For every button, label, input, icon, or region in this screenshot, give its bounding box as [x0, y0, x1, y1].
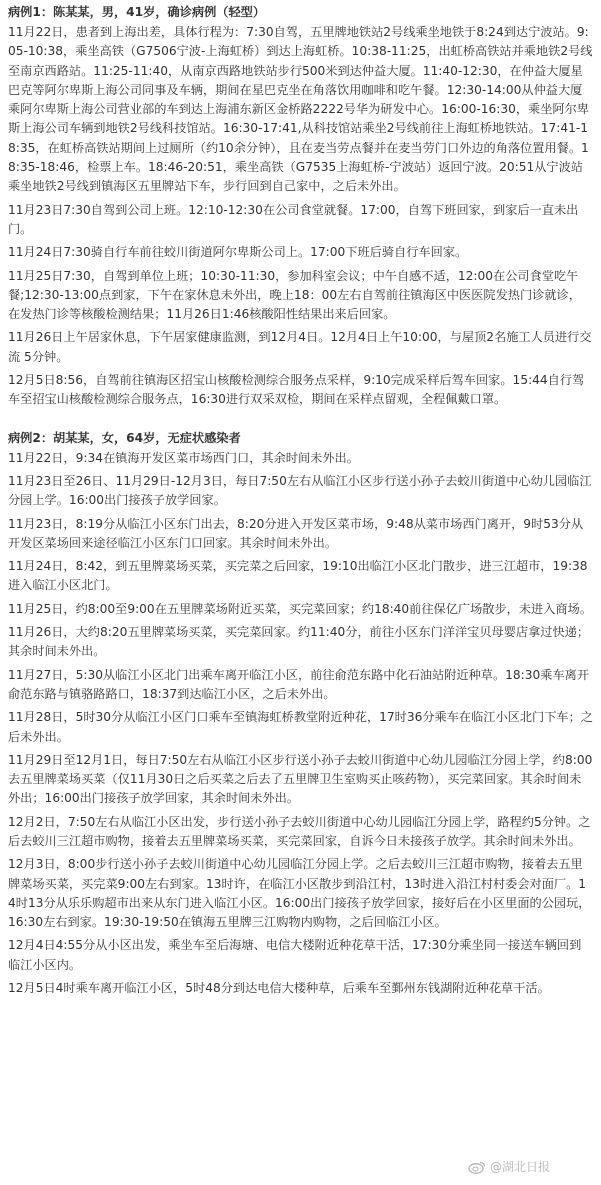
case1-para-3: 11月24日7:30骑自行车前往蛟川街道阿尔卑斯公司上。17:00下班后骑自行车回家。: [8, 245, 468, 260]
case1-section: [8, 2, 593, 410]
case2-para-6: 11月26日，大约8:20五里牌菜场买菜，买完菜回家。约11:40分，前往小区东门洋洋宝贝母婴店拿过快递；其余时间未外出。: [8, 625, 590, 659]
case2-para-12: 12月4日4:55分从小区出发，乘坐车至后海塘、电信大楼附近种花草干活，17:30分乘坐同一接送车辆回到临江小区内。: [8, 938, 582, 972]
case2-para-13: 12月5日4时乘车离开临江小区，5时48分到达电信大楼种草，后乘车至鄞州东钱湖附近种花草干活。: [8, 981, 550, 996]
case2-para-5: 11月25日，约8:00至9:00在五里牌菜场附近买菜，买完菜回家；约18:40前往保亿广场散步，未进入商场。: [8, 601, 592, 616]
case1-para-1: 11月22日，患者到上海出差，具体行程为：7:30自驾，五里牌地铁站2号线乘坐地铁于8:24到达宁波站。9:05-10:38，乘坐高铁（G7506宁波-上海虹桥）到达上海虹桥。10:38-11:25，出虹桥高铁站并乘地铁2号线至南京西路站。11:25-11:40，从南京西路地铁站步行500米到达仲益大厦。11:40-12:30，在仲益大厦星巴克等阿尔卑斯上海公司同事及车辆，期间在星巴克坐在角落饮用咖啡和吃午餐。12:30-14:00从仲益大厦乘阿尔卑斯上海公司营业部的车到达上海浦东新区金桥路2222号华为研发中心。16:00-16:30，乘坐阿尔卑斯上海公司车辆到地铁2号线科技馆站。16:30-17:41,从科技馆站乘坐2号线前往上海虹桥地铁站。17:41-18:35，在虹桥高铁站期间上过厕所（约10余分钟），且在麦当劳点餐并在麦当劳门口外边的角落位置用餐。18:35-18:46，检票上车。18:46-20:51，乘坐高铁（G7535上海虹桥-宁波站）返回宁波。20:51从宁波站乘坐地铁2号线到镇海区五里牌站下车，步行回到自己家中，之后未外出。: [8, 25, 593, 194]
weibo-icon: [468, 1160, 486, 1174]
case2-section: [8, 428, 593, 999]
case2-para-7: 11月27日，5:30从临江小区北门出乘车离开临江小区，前往俞范东路中化石油站附近种草。18:30乘车离开俞范东路与镇骆路路口，18:37到达临江小区，之后未外出。: [8, 667, 590, 701]
watermark-text: @湖北日报: [490, 1160, 551, 1174]
case2-para-9: 11月29日至12月1日，每日7:50左右从临江小区步行送小孙子去蛟川街道中心幼儿园临江分园上学，约8:00去五里牌菜场买菜（仅11月30日之后买菜之后去了五里牌卫生室购买止咳药物），买完菜回家。其余时间未外出；16:00出门接孩子放学回家，其余时间未外出。: [8, 752, 593, 806]
section-gap: [8, 414, 593, 428]
case2-para-11: 12月3日，8:00步行送小孙子去蛟川街道中心幼儿园临江分园上学。之后去蛟川三江超市购物，接着去五里牌菜场买菜，买完菜9:00左右到家。13时许，在临江小区散步到沿江村，13时进入沿江村村委会对面厂。14时13分从乐乐购超市出来从东门进入临江小区。16:00出门接孩子放学回家，接好后在小区里面的公园玩，16:30左右到家。19:30-19:50在镇海五里牌三江购物内购物，之后回临江小区。: [8, 857, 591, 930]
case1-para-5: 11月26日上午居家休息，下午居家健康监测，到12月4日。12月4日上午10:00，与屋顶2名施工人员进行交流 5分钟。: [8, 330, 592, 364]
case1-para-4: 11月25日7:30，自驾到单位上班；10:30-11:30，参加科室会议；中午自感不适，12:00在公司食堂吃午餐;12:30-13:00点到家，下午在家休息未外出，晚上18：00左右自驾前往镇海区中医医院发热门诊就诊，在发热门诊等核酸检测结果；11月26日1:46核酸阳性结果出来后回家。: [8, 268, 581, 322]
case2-title: 病例2：胡某某，女，64岁，无症状感染者: [8, 430, 241, 445]
case1-para-2: 11月23日7:30自驾到公司上班。12:10-12:30在公司食堂就餐。17:00，自驾下班回家，到家后一直未出门。: [8, 202, 579, 236]
case2-para-8: 11月28日，5时30分从临江小区门口乘车至镇海虹桥教堂附近种花，17时36分乘车在临江小区北门下车；之后未外出。: [8, 710, 593, 744]
case1-title: 病例1：陈某某，男，41岁，确诊病例（轻型）: [8, 5, 266, 19]
case2-para-3: 11月23日，8:19分从临江小区东门出去，8:20分进入开发区菜市场，9:48从菜市场西门离开，9时53分从开发区菜场回来途径临江小区东门口回家。其余时间未外出。: [8, 516, 584, 550]
case2-para-1: 11月22日，9:34在镇海开发区菜市场西门口，其余时间未外出。: [8, 450, 359, 465]
watermark: [468, 1158, 550, 1175]
case1-para-6: 12月5日8:56，自驾前往镇海区招宝山核酸检测综合服务点采样，9:10完成采样后驾车回家。15:44自行驾车至招宝山核酸检测综合服务点，16:30进行双采双检，期间在采样点留观，全程佩戴口罩。: [8, 373, 585, 407]
case2-para-2: 11月23日至26日、11月29日-12月3日，每日7:50左右从临江小区步行送小孙子去蛟川街道中心幼儿园临江分园上学。16:00出门接孩子放学回家。: [8, 473, 592, 508]
case2-para-4: 11月24日，8:42，到五里牌菜场买菜，买完菜之后回家，19:10出临江小区北门散步，进三江超市，19:38进入临江小区北门。: [8, 559, 588, 593]
case2-para-10: 12月2日，7:50左右从临江小区出发，步行送小孙子去蛟川街道中心幼儿园临江分园上学，路程约5分钟。之后去蛟川三江超市购物，接着去五里牌菜场买菜，买完菜回家，自诉今日未接孩子放学。其余时间未外出。: [8, 814, 591, 848]
